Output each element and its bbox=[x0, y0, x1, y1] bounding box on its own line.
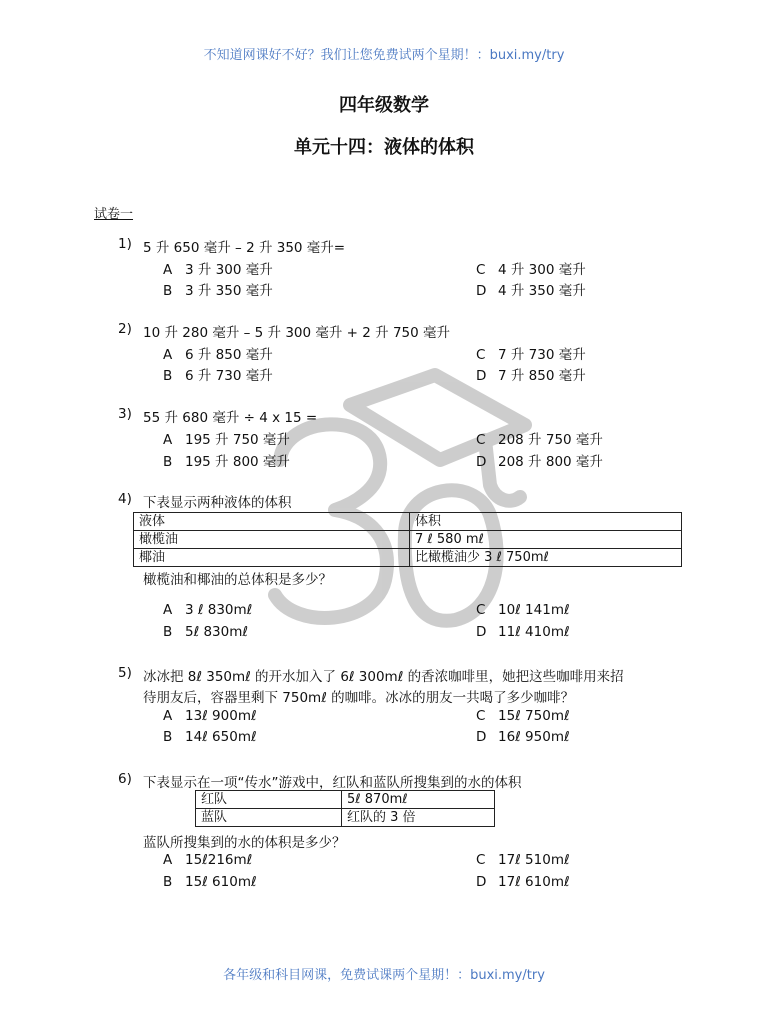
header-banner: 不知道网课好不好？我们让您免费试两个星期！：buxi.my/try bbox=[203, 48, 565, 63]
q3-option-c[interactable]: C 208 升 750 毫升 bbox=[476, 432, 603, 448]
q5-number: 5) bbox=[118, 665, 132, 681]
q1-option-c[interactable]: C 4 升 300 毫升 bbox=[476, 262, 586, 278]
q4-option-d[interactable]: D 11ℓ 410mℓ bbox=[476, 624, 570, 640]
table-cell: 体积 bbox=[410, 513, 682, 531]
section-label: 试卷一 bbox=[94, 207, 134, 222]
q5-text-line2: 待朋友后，容器里剩下 750mℓ 的咖啡。冰冰的朋友一共喝了多少咖啡？ bbox=[143, 690, 575, 706]
table-cell: 液体 bbox=[134, 513, 410, 531]
q5-text-line1: 冰冰把 8ℓ 350mℓ 的开水加入了 6ℓ 300mℓ 的香浓咖啡里，她把这些咖啡用来招 bbox=[143, 669, 624, 685]
q3-text: 55 升 680 毫升 ÷ 4 x 15 = bbox=[143, 410, 318, 426]
q1-option-a[interactable]: A 3 升 300 毫升 bbox=[163, 262, 273, 278]
q5-option-b[interactable]: B 14ℓ 650mℓ bbox=[163, 729, 257, 745]
q5-option-a[interactable]: A 13ℓ 900mℓ bbox=[163, 708, 257, 724]
q1-text: 5 升 650 毫升 – 2 升 350 毫升= bbox=[143, 240, 346, 256]
q2-option-a[interactable]: A 6 升 850 毫升 bbox=[163, 347, 273, 363]
q6-number: 6) bbox=[118, 771, 132, 787]
q5-option-c[interactable]: C 15ℓ 750mℓ bbox=[476, 708, 570, 724]
page-title: 四年级数学 bbox=[339, 95, 429, 116]
q6-table bbox=[195, 790, 495, 827]
table-cell: 比橄榄油少 3 ℓ 750mℓ bbox=[410, 549, 682, 567]
q6-followup: 蓝队所搜集到的水的体积是多少？ bbox=[143, 835, 346, 851]
q1-number: 1) bbox=[118, 236, 132, 252]
q3-option-d[interactable]: D 208 升 800 毫升 bbox=[476, 454, 603, 470]
q3-option-a[interactable]: A 195 升 750 毫升 bbox=[163, 432, 290, 448]
q1-option-d[interactable]: D 4 升 350 毫升 bbox=[476, 283, 586, 299]
q1-option-b[interactable]: B 3 升 350 毫升 bbox=[163, 283, 273, 299]
q2-option-b[interactable]: B 6 升 730 毫升 bbox=[163, 368, 273, 384]
table-row bbox=[196, 791, 495, 809]
q4-option-a[interactable]: A 3 ℓ 830mℓ bbox=[163, 602, 253, 618]
q4-table bbox=[133, 512, 682, 567]
table-cell: 椰油 bbox=[134, 549, 410, 567]
q4-option-b[interactable]: B 5ℓ 830mℓ bbox=[163, 624, 248, 640]
q6-option-b[interactable]: B 15ℓ 610mℓ bbox=[163, 874, 257, 890]
table-cell: 蓝队 bbox=[196, 809, 342, 827]
table-cell: 红队 bbox=[196, 791, 342, 809]
q3-option-b[interactable]: B 195 升 800 毫升 bbox=[163, 454, 290, 470]
table-row bbox=[134, 513, 682, 531]
q6-option-c[interactable]: C 17ℓ 510mℓ bbox=[476, 852, 570, 868]
q5-option-d[interactable]: D 16ℓ 950mℓ bbox=[476, 729, 570, 745]
q6-option-a[interactable]: A 15ℓ216mℓ bbox=[163, 852, 253, 868]
table-cell: 7 ℓ 580 mℓ bbox=[410, 531, 682, 549]
table-cell: 5ℓ 870mℓ bbox=[342, 791, 495, 809]
page-subtitle: 单元十四：液体的体积 bbox=[294, 137, 474, 158]
q4-number: 4) bbox=[118, 491, 132, 507]
q4-option-c[interactable]: C 10ℓ 141mℓ bbox=[476, 602, 570, 618]
table-row bbox=[196, 809, 495, 827]
q4-text: 下表显示两种液体的体积 bbox=[143, 495, 292, 511]
q6-option-d[interactable]: D 17ℓ 610mℓ bbox=[476, 874, 570, 890]
q4-followup: 橄榄油和椰油的总体积是多少？ bbox=[143, 572, 332, 588]
q3-number: 3) bbox=[118, 406, 132, 422]
q2-text: 10 升 280 毫升 – 5 升 300 毫升 + 2 升 750 毫升 bbox=[143, 325, 451, 341]
table-cell: 橄榄油 bbox=[134, 531, 410, 549]
q6-text: 下表显示在一项“传水”游戏中，红队和蓝队所搜集到的水的体积 bbox=[143, 775, 522, 791]
footer-banner: 各年级和科目网课，免费试课两个星期！：buxi.my/try bbox=[223, 968, 545, 983]
table-row bbox=[134, 531, 682, 549]
table-cell: 红队的 3 倍 bbox=[342, 809, 495, 827]
q2-number: 2) bbox=[118, 321, 132, 337]
q2-option-d[interactable]: D 7 升 850 毫升 bbox=[476, 368, 586, 384]
table-row bbox=[134, 549, 682, 567]
q2-option-c[interactable]: C 7 升 730 毫升 bbox=[476, 347, 586, 363]
